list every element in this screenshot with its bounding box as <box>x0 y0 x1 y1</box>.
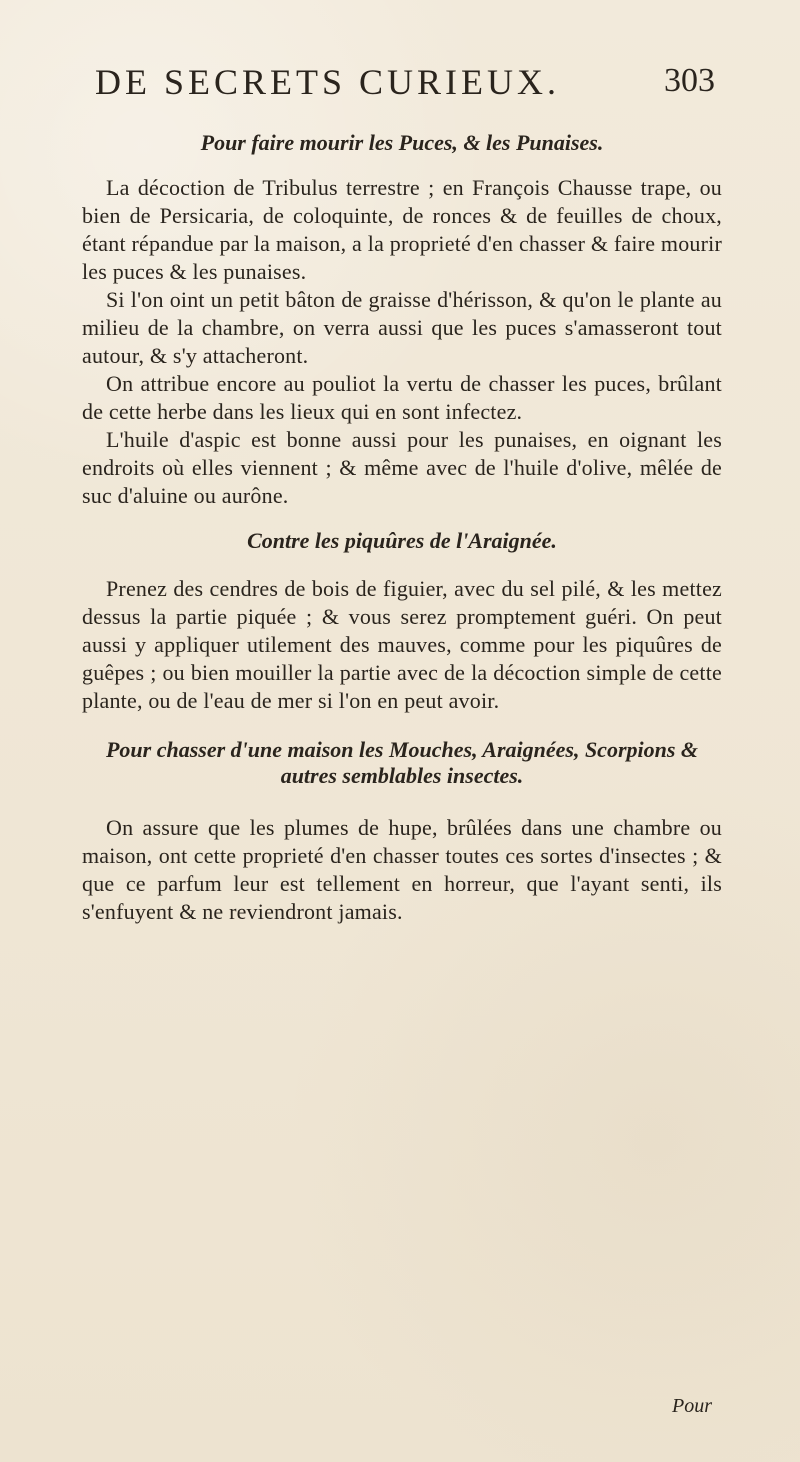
catchword: Pour <box>672 1395 712 1417</box>
running-title: DE SECRETS CURIEUX. <box>95 62 561 102</box>
paragraph-1: La décoction de Tribulus terrestre ; en François Chausse trape, ou bien de Persicaria, de coloquinte, de ronces & de feuilles de choux, étant répandue par la maison, a la proprieté d'en chasser & faire mourir les puces & les punaises. <box>82 175 722 285</box>
paragraph-5: Prenez des cendres de bois de figuier, avec du sel pilé, & les mettez dessus la partie piquée ; & vous serez promptement guéri. On peut aussi y appliquer utilement des mauves, comme pour les piquûres de guêpes ; ou bien mouiller la partie avec de la décoction simple de cette plante, ou de l'eau de mer si l'on en peut avoir. <box>82 575 722 713</box>
paragraph-6: On assure que les plumes de hupe, brûlées dans une chambre ou maison, ont cette proprieté d'en chasser toutes ces sortes d'insectes ; & que ce parfum leur est tellement en horreur, que l'ayant senti, ils s'enfuyent & ne reviendront jamais. <box>82 814 722 924</box>
page-number: 303 <box>664 62 715 99</box>
paragraph-4: L'huile d'aspic est bonne aussi pour les punaises, en oignant les endroits où elles viennent ; & même avec de l'huile d'olive, mêlée de suc d'aluine ou aurône. <box>82 427 722 509</box>
paragraph-2: Si l'on oint un petit bâton de graisse d'hérisson, & qu'on le plante au milieu de la chambre, on verra aussi que les puces s'amasseront tout autour, & s'y attacheront. <box>82 287 722 369</box>
page-content <box>82 130 722 926</box>
paragraph-3: On attribue encore au pouliot la vertu de chasser les puces, brûlant de cette herbe dans les lieux qui en sont infectez. <box>82 371 722 425</box>
section-title-mouches-insectes: Pour chasser d'une maison les Mouches, Araignées, Scorpions & autres semblables insectes. <box>105 736 699 789</box>
section-title-araignee: Contre les piquûres de l'Araignée. <box>247 528 557 554</box>
section-title-puces-punaises: Pour faire mourir les Puces, & les Punaises. <box>200 130 604 155</box>
page-header <box>95 64 715 114</box>
